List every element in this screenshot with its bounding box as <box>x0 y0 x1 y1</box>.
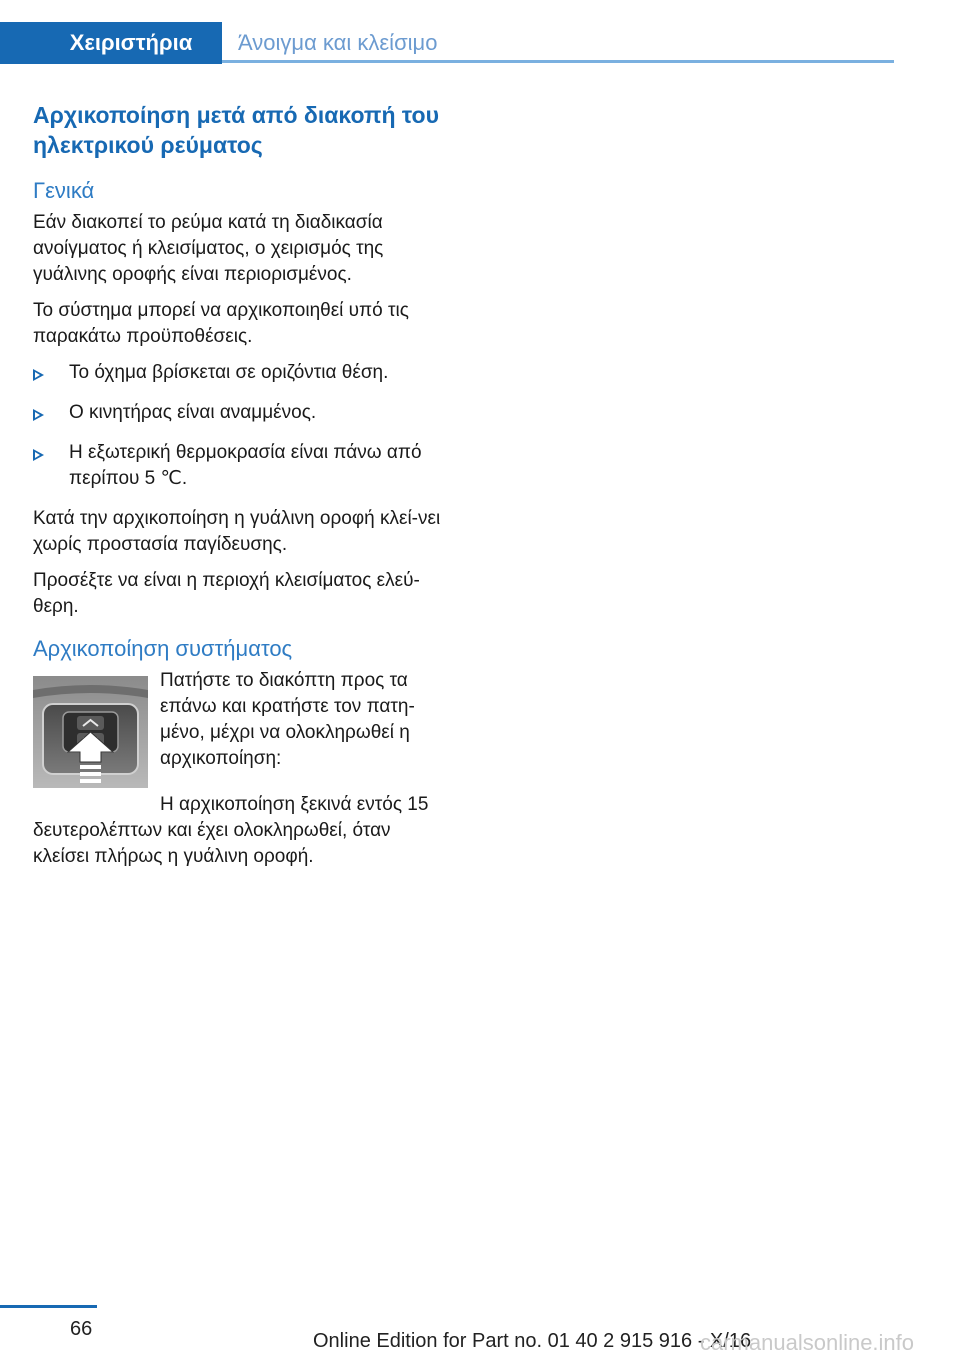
list-item-text: Ο κινητήρας είναι αναμμένος. <box>69 402 317 423</box>
paragraph: Κατά την αρχικοποίηση η γυάλινη οροφή κλεί‐νει χωρίς προστασία παγίδευσης. <box>33 508 441 555</box>
footer-divider <box>0 1305 97 1308</box>
section-heading-init: Αρχικοποίηση συστήματος <box>33 636 293 661</box>
tab-opening-closing[interactable] <box>238 22 638 64</box>
watermark: carmanualsonline.info <box>700 1330 915 1355</box>
main-content <box>33 100 448 880</box>
triangle-bullet-icon <box>33 369 44 381</box>
page-title: Αρχικοποίηση μετά από διακοπή του ηλεκτρικού ρεύματος <box>33 102 439 158</box>
section-init <box>33 634 448 870</box>
triangle-bullet-icon <box>33 449 44 461</box>
paragraph: Προσέξτε να είναι η περιοχή κλεισίματος ελεύ‐θερη. <box>33 570 420 617</box>
figure-caption <box>160 668 450 782</box>
page-number: 66 <box>70 1318 93 1340</box>
tab-opening-closing-label: Άνοιγμα και κλείσιμο <box>238 30 438 55</box>
list-item <box>33 440 448 492</box>
paragraph: Εάν διακοπεί το ρεύμα κατά τη διαδικασία ανοίγματος ή κλεισίματος, ο χειρισμός της γυάλινης οροφής είναι περιορισμένος. <box>33 212 384 285</box>
after-figure <box>33 792 448 870</box>
list-item-text: Το όχημα βρίσκεται σε οριζόντια θέση. <box>69 362 389 383</box>
list-item <box>33 400 448 426</box>
list-item <box>33 360 448 386</box>
header-divider <box>222 60 894 63</box>
triangle-bullet-icon <box>33 409 44 421</box>
page-header <box>0 0 960 64</box>
conditions-list <box>33 360 448 492</box>
edition-info: Online Edition for Part no. 01 40 2 915 916 - X/16 <box>313 1330 752 1352</box>
figure-row <box>33 668 448 786</box>
paragraph: Το σύστημα μπορεί να αρχικοποιηθεί υπό τις παρακάτω προϋποθέσεις. <box>33 300 409 347</box>
list-item-text: Η εξωτερική θερμοκρασία είναι πάνω από περίπου 5 ℃. <box>69 442 422 489</box>
paragraph: Η αρχικοποίηση ξεκινά εντός 15 δευτερολέπτων και έχει ολοκληρωθεί, όταν κλείσει πλήρως η γυάλινη οροφή. <box>33 794 429 867</box>
tab-controls-label: Χειριστήρια <box>69 30 193 55</box>
paragraph: Πατήστε το διακόπτη προς τα επάνω και κρατήστε τον πατη‐μένο, μέχρι να ολοκληρωθεί η αρχικοποίηση: <box>160 670 415 769</box>
roof-switch-illustration <box>33 676 148 788</box>
tab-controls[interactable] <box>0 22 222 64</box>
section-heading-general: Γενικά <box>33 178 95 203</box>
